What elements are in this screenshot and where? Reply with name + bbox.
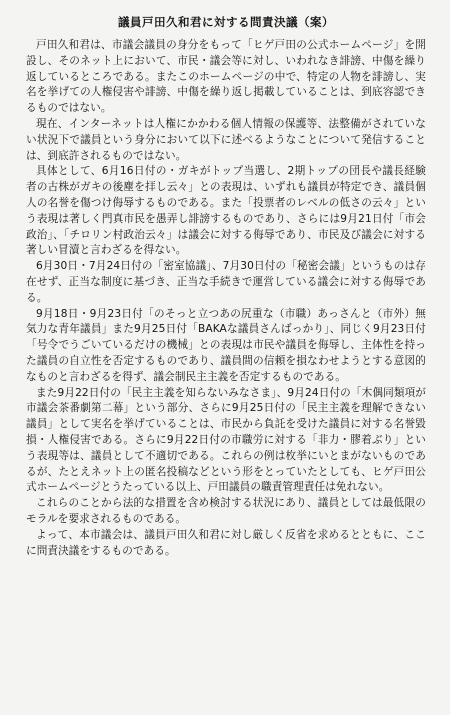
document-title: 議員戸田久和君に対する問責決議（案） [118,15,334,29]
paragraph-2: 現在、インターネットは人権にかかわる個人情報の保護等、法整備がされていない状況下で議員という身分において以下に述べるようなことについて発信することは、到底許されるものではない。 [26,117,426,162]
paragraph-6: また9月22日付の「民主主義を知らないみなさま」、9月24日付の「木偶同類項が市議会茶番劇第二幕」という部分、さらに9月25日付の「民主主義を理解できない議員」として実名を挙げていることは、市民から負託を受けた議員に対する名誉毀損・人権侵害である。さらに9月22日付の市職労に対する「非力・膠着ぶり」という表現等は、議員として不適切である。これらの例は枚挙にいとまがないものであるが、たとえネット上の匿名投稿などという形をとっていたとしても、ヒゲ戸田公式ホームページとうたっている以上、戸田議員の職責管理責任は免れない。 [26,386,426,494]
paragraph-5: 9月18日・9月23日付「のそっと立つあの尻重な（市職）あっさんと（市外）無気力な青年議員」また9月25日付「BAKAな議員さんばっかり」、同じく9月23日付「号令でうごいているだけの機械」との表現は市民や議員を侮辱し、主体性を持った議員の自立性を否定するものであり、議員間の信頼を損なわせようとする意図的なものと言わざるを得ず、議会制民主主義を否定するものである。 [26,307,426,383]
paragraph-3: 具体として、6月16日付の・ガキがトップ当選し、2期トップの団長や議長経験者の古株がガキの後塵を拝し云々」との表現は、いずれも議員が特定でき、議員個人の名誉を傷つけ侮辱するものである。また「投票者のレベルの低さの云々」という表現は著しく門真市民を愚弄し誹謗するものであり、さらには9月21日付「市会政治」、「チロリン村政治云々」は議会に対する侮辱であり、市民及び議会に対する著しい冒瀆と言わざるを得ない。 [26,165,426,257]
paragraph-7: これらのことから法的な措置を含め検討する状況にあり、議員としては最低限のモラルを要求されるものである。 [26,497,426,525]
paragraph-8: よって、本市議会は、議員戸田久和君に対し厳しく反省を求めるとともに、ここに問責決議をするものである。 [26,528,426,557]
paragraph-1: 戸田久和君は、市議会議員の身分をもって「ヒゲ戸田の公式ホームページ」を開設し、そのネット上において、市民・議会等に対し、いわれなき誹謗、中傷を繰り返しているところである。またこのホームページの中で、特定の人物を誹謗し、実名を挙げての人権侵害や誹謗、中傷を繰り返し掲載していることは、到底容認できるものではない。 [26,39,426,115]
paragraph-4: 6月30日・7月24日付の「密室協議」、7月30日付の「秘密会議」というものは存在せず、正当な制度に基づき、正当な手続きで運営している議会に対する侮辱である。 [26,260,426,304]
